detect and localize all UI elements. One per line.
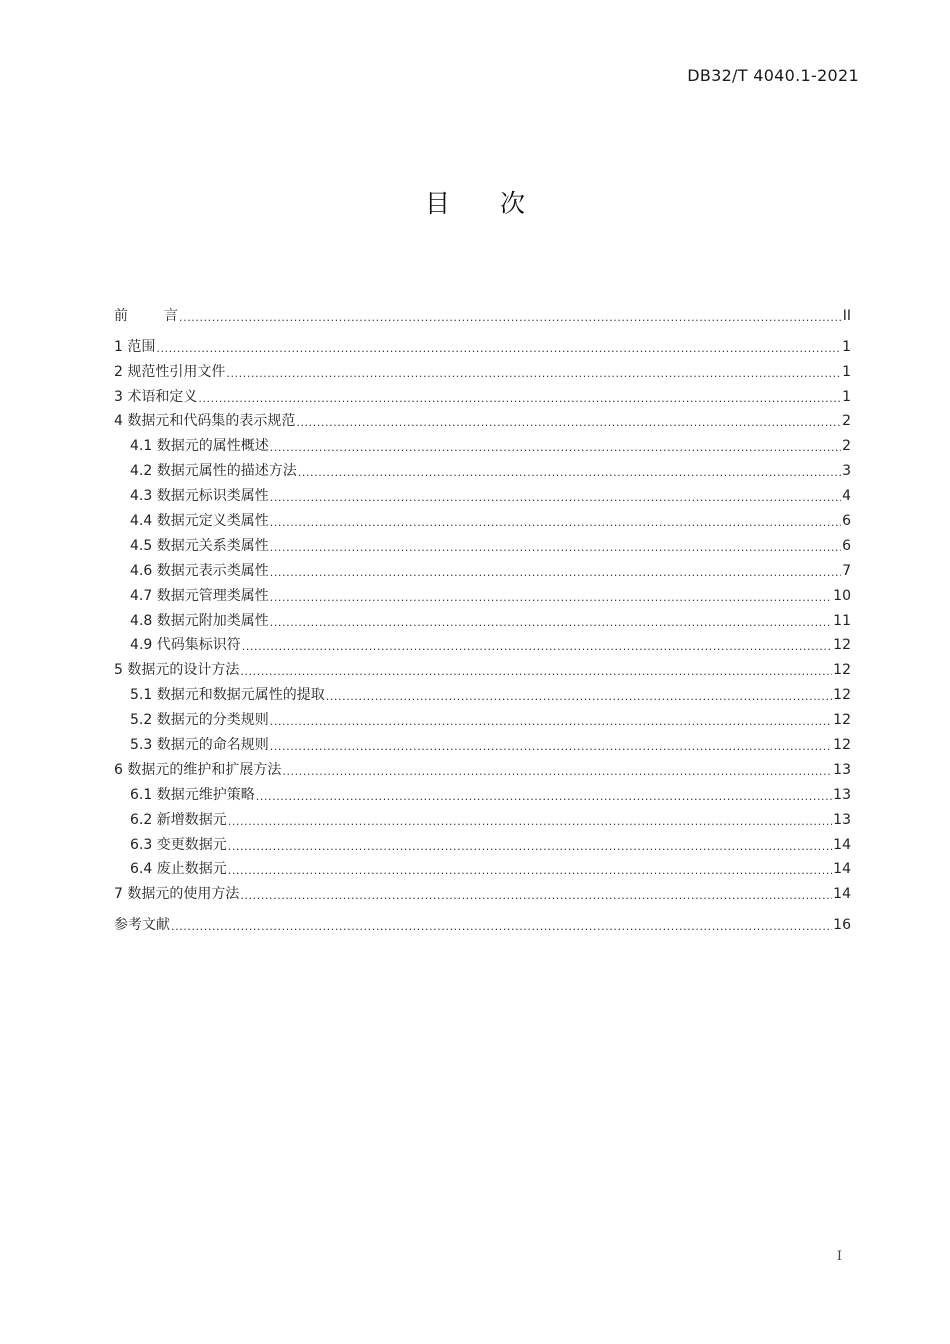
toc-entry-label: 2 规范性引用文件 [114, 363, 226, 380]
toc-entry[interactable] [114, 754, 851, 779]
toc-dot-leader [240, 889, 832, 903]
toc-entry-label: 5.2 数据元的分类规则 [130, 712, 269, 729]
toc-dot-leader [242, 640, 832, 654]
toc-title [0, 184, 950, 220]
toc-entry-label: 4.3 数据元标识类属性 [130, 488, 269, 505]
toc-entry-label: 6.4 废止数据元 [130, 861, 227, 878]
toc-entry-page: 4 [842, 488, 851, 505]
toc-entry-page: 1 [842, 388, 851, 405]
toc-subentry[interactable] [114, 704, 851, 729]
toc-entry-label: 7 数据元的使用方法 [114, 886, 240, 903]
toc-dot-leader [282, 765, 832, 779]
toc-entry-page: 14 [833, 861, 851, 878]
toc-entry-label: 4 数据元和代码集的表示规范 [114, 413, 296, 430]
table-of-contents [114, 300, 851, 934]
toc-entry[interactable] [114, 381, 851, 406]
toc-subentry[interactable] [114, 854, 851, 879]
toc-subentry[interactable] [114, 779, 851, 804]
toc-dot-leader [298, 466, 841, 480]
toc-subentry[interactable] [114, 804, 851, 829]
toc-entry-label: 5 数据元的设计方法 [114, 662, 240, 679]
toc-subentry[interactable] [114, 530, 851, 555]
toc-dot-leader [326, 690, 832, 704]
toc-entry-page: 12 [833, 712, 851, 729]
toc-entry-page: II [842, 307, 851, 324]
toc-entry-page: 2 [842, 413, 851, 430]
toc-subentry[interactable] [114, 455, 851, 480]
toc-entry-label: 3 术语和定义 [114, 388, 198, 405]
toc-entry-page: 16 [833, 917, 851, 934]
toc-dot-leader [270, 740, 832, 754]
toc-entry[interactable] [114, 356, 851, 381]
toc-dot-leader [179, 311, 842, 325]
toc-entry-label: 4.6 数据元表示类属性 [130, 562, 269, 579]
toc-entry-page: 3 [842, 463, 851, 480]
toc-subentry[interactable] [114, 580, 851, 605]
toc-entry-page: 1 [842, 338, 851, 355]
toc-entry-label: 6.1 数据元维护策略 [130, 786, 255, 803]
toc-entry[interactable] [114, 654, 851, 679]
toc-dot-leader [171, 920, 832, 934]
toc-entry-label: 4.5 数据元关系类属性 [130, 537, 269, 554]
toc-subentry[interactable] [114, 430, 851, 455]
toc-entry-references[interactable] [114, 909, 851, 934]
toc-entry-label: 6.2 新增数据元 [130, 811, 227, 828]
toc-dot-leader [198, 392, 841, 406]
toc-entry-label: 6 数据元的维护和扩展方法 [114, 761, 282, 778]
toc-dot-leader [270, 516, 841, 530]
toc-entry-label: 4.7 数据元管理类属性 [130, 587, 269, 604]
toc-subentry[interactable] [114, 605, 851, 630]
toc-entry-label: 4.4 数据元定义类属性 [130, 513, 269, 530]
toc-dot-leader [228, 815, 832, 829]
toc-entry-page: 10 [833, 587, 851, 604]
toc-dot-leader [256, 790, 832, 804]
toc-dot-leader [270, 541, 841, 555]
page-number: I [836, 1249, 842, 1264]
toc-subentry[interactable] [114, 505, 851, 530]
toc-entry-page: 12 [833, 737, 851, 754]
toc-subentry[interactable] [114, 829, 851, 854]
toc-entry-label: 4.1 数据元的属性概述 [130, 438, 269, 455]
toc-subentry[interactable] [114, 555, 851, 580]
toc-entry[interactable] [114, 878, 851, 903]
toc-dot-leader [228, 864, 832, 878]
toc-dot-leader [270, 441, 841, 455]
toc-entry[interactable] [114, 406, 851, 431]
toc-entry-page: 1 [842, 363, 851, 380]
toc-dot-leader [228, 840, 832, 854]
toc-title-char-1: 目 [424, 189, 450, 218]
toc-entry-label: 5.3 数据元的命名规则 [130, 737, 269, 754]
toc-entry-label: 4.9 代码集标识符 [130, 637, 241, 654]
toc-dot-leader [226, 367, 841, 381]
toc-entry-label: 6.3 变更数据元 [130, 836, 227, 853]
toc-subentry[interactable] [114, 630, 851, 655]
toc-dot-leader [270, 566, 841, 580]
toc-subentry[interactable] [114, 729, 851, 754]
document-code: DB32/T 4040.1-2021 [687, 66, 859, 85]
toc-entry[interactable] [114, 331, 851, 356]
toc-dot-leader [270, 491, 841, 505]
toc-entry-page: 14 [833, 836, 851, 853]
toc-entry-page: 12 [833, 687, 851, 704]
toc-dot-leader [270, 591, 832, 605]
toc-title-char-2: 次 [500, 189, 526, 218]
toc-dot-leader [296, 416, 841, 430]
toc-dot-leader [240, 665, 832, 679]
toc-entry-preface[interactable] [114, 300, 851, 325]
toc-entry-label: 参考文献 [114, 917, 170, 934]
toc-entry-page: 11 [833, 612, 851, 629]
toc-entry-page: 12 [833, 637, 851, 654]
toc-entry-label: 4.2 数据元属性的描述方法 [130, 463, 297, 480]
toc-entry-page: 12 [833, 662, 851, 679]
toc-entry-label: 1 范围 [114, 338, 156, 355]
toc-dot-leader [270, 616, 832, 630]
toc-subentry[interactable] [114, 679, 851, 704]
toc-entry-label: 前 言 [114, 307, 178, 324]
toc-entry-label: 4.8 数据元附加类属性 [130, 612, 269, 629]
toc-entry-page: 6 [842, 537, 851, 554]
toc-entry-page: 7 [842, 562, 851, 579]
toc-entry-page: 14 [833, 886, 851, 903]
toc-subentry[interactable] [114, 480, 851, 505]
toc-entry-page: 13 [833, 786, 851, 803]
toc-dot-leader [156, 342, 841, 356]
toc-entry-page: 13 [833, 811, 851, 828]
toc-entry-label: 5.1 数据元和数据元属性的提取 [130, 687, 325, 704]
toc-entry-page: 2 [842, 438, 851, 455]
toc-entry-page: 6 [842, 513, 851, 530]
toc-dot-leader [270, 715, 832, 729]
toc-entry-page: 13 [833, 761, 851, 778]
